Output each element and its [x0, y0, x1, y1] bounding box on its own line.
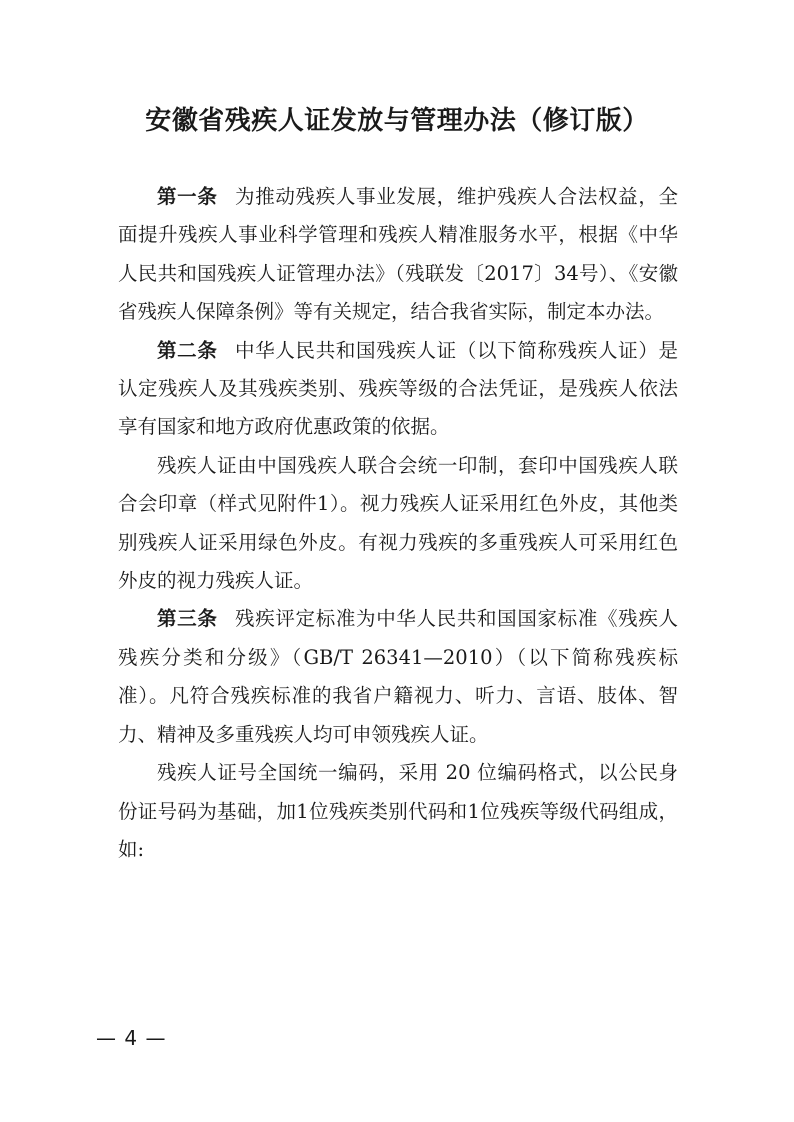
paragraph-article-3 — [118, 600, 678, 754]
paragraph-certificate-printing — [118, 447, 678, 601]
page-number: — 4 — — [96, 1026, 167, 1050]
paragraph-article-2 — [118, 332, 678, 447]
paragraph-text: 残疾人证号全国统一编码，采用 20 位编码格式，以公民身份证号码为基础，加1位残疾类别代码和1位残疾等级代码组成，如: — [118, 761, 678, 861]
paragraph-text: 残疾评定标准为中华人民共和国国家标准《残疾人残疾分类和分级》（GB/T 26341—2010）（以下简称残疾标准）。凡符合残疾标准的我省户籍视力、听力、言语、肢体、智力、精神及多重残疾人均可申领残疾人证。 — [118, 607, 678, 746]
paragraph-article-1 — [118, 178, 678, 332]
article-heading: 第三条 — [157, 607, 218, 631]
document-body — [118, 178, 678, 869]
paragraph-text: 为推动残疾人事业发展，维护残疾人合法权益，全面提升残疾人事业科学管理和残疾人精准服务水平，根据《中华人民共和国残疾人证管理办法》（残联发〔2017〕34号）、《安徽省残疾人保障条例》等有关规定，结合我省实际，制定本办法。 — [118, 185, 678, 324]
paragraph-text: 中华人民共和国残疾人证（以下简称残疾人证）是认定残疾人及其残疾类别、残疾等级的合法凭证，是残疾人依法享有国家和地方政府优惠政策的依据。 — [118, 338, 678, 439]
article-heading: 第二条 — [157, 338, 218, 362]
paragraph-text: 残疾人证由中国残疾人联合会统一印制，套印中国残疾人联合会印章（样式见附件1）。视力残疾人证采用红色外皮，其他类别残疾人证采用绿色外皮。有视力残疾的多重残疾人可采用红色外皮的视力残疾人证。 — [118, 453, 678, 593]
article-heading: 第一条 — [157, 185, 218, 208]
paragraph-certificate-number — [118, 754, 678, 869]
document-title: 安徽省残疾人证发放与管理办法（修订版） — [145, 106, 649, 136]
